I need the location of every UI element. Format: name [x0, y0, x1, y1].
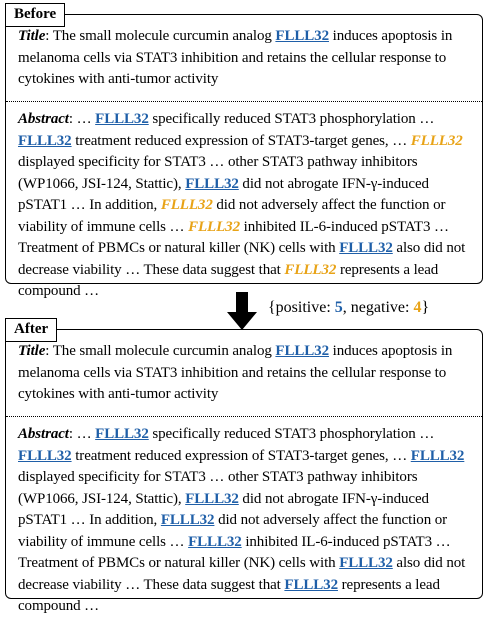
before-abstract-label: Abstract	[18, 111, 69, 127]
before-abstract-text: also did not decrease viability … These data suggest that	[18, 240, 466, 278]
before-title-text: : The small molecule curcumin analog	[45, 28, 276, 44]
before-title-text-end: induces apoptosis in melanoma cells via STAT3 inhibition and retains the cellular response to cytokines with anti-tumor activity	[18, 28, 453, 87]
after-title-keyword: FLLL32	[275, 343, 329, 359]
after-label: After	[5, 318, 57, 342]
after-keyword: FLLL32	[95, 426, 149, 442]
before-keyword-negative: FLLL32	[410, 132, 463, 149]
before-abstract-text: specifically reduced STAT3 phosphorylation …	[148, 111, 435, 127]
before-keyword-negative: FLLL32	[188, 218, 240, 235]
after-keyword: FLLL32	[188, 533, 242, 550]
after-abstract-text: represents a lead compound …	[18, 576, 440, 614]
after-abstract-text: displayed specificity for STAT3 … other STAT3 pathway inhibitors (WP1066, JSI-124, Stattic),	[18, 469, 418, 507]
after-title-label: Title	[18, 343, 46, 359]
after-keyword: FLLL32	[339, 555, 393, 571]
after-keyword: FLLL32	[18, 447, 72, 464]
counts-open: {positive:	[268, 299, 335, 316]
after-panel	[5, 329, 483, 614]
down-arrow-icon	[227, 292, 257, 330]
counts-mid: , negative:	[342, 299, 414, 316]
before-keyword-positive: FLLL32	[95, 111, 149, 127]
after-abstract-text: treatment reduced expression of STAT3-target genes, …	[71, 447, 411, 464]
before-title-section	[18, 26, 476, 91]
before-abstract-section	[18, 109, 476, 303]
after-abstract-text: specifically reduced STAT3 phosphorylation …	[148, 426, 435, 442]
before-title-keyword: FLLL32	[275, 28, 329, 44]
after-keyword: FLLL32	[160, 512, 215, 528]
before-abstract-text: did not abrogate IFN-γ-induced pSTAT1 … In addition,	[18, 175, 429, 213]
after-title-text: : The small molecule curcumin analog	[45, 343, 276, 359]
before-keyword-negative: FLLL32	[284, 261, 337, 278]
after-abstract-text: did not adversely affect the function or viability of immune cells …	[18, 512, 448, 550]
before-abstract-text: displayed specificity for STAT3 … other STAT3 pathway inhibitors (WP1066, JSI-124, Stattic),	[18, 154, 418, 192]
before-keyword-positive: FLLL32	[185, 175, 239, 192]
before-abstract-text: did not adversely affect the function or viability of immune cells …	[18, 197, 446, 235]
after-keyword: FLLL32	[410, 447, 465, 464]
after-keyword: FLLL32	[284, 576, 338, 593]
after-keyword: FLLL32	[185, 490, 239, 507]
after-abstract-text: inhibited IL-6-induced pSTAT3 … Treatment of PBMCs or natural killer (NK) cells with	[18, 533, 451, 571]
before-panel	[5, 14, 483, 299]
label-counts	[268, 299, 429, 317]
negative-count: 4	[413, 299, 422, 316]
before-label: Before	[5, 3, 65, 27]
before-divider	[6, 101, 482, 102]
after-divider	[6, 416, 482, 417]
before-abstract-text: represents a lead compound …	[18, 261, 439, 299]
after-abstract-section	[18, 424, 476, 618]
positive-count: 5	[334, 299, 343, 316]
before-keyword-positive: FLLL32	[18, 132, 72, 149]
after-abstract-text: : …	[68, 426, 96, 442]
after-title-section	[18, 341, 476, 406]
before-abstract-text: inhibited IL-6-induced pSTAT3 … Treatment of PBMCs or natural killer (NK) cells with	[18, 218, 449, 256]
after-abstract-text: did not abrogate IFN-γ-induced pSTAT1 … In addition,	[18, 490, 429, 528]
after-title-text-end: induces apoptosis in melanoma cells via STAT3 inhibition and retains the cellular response to cytokines with anti-tumor activity	[18, 343, 453, 402]
before-abstract-text: : …	[68, 111, 96, 127]
before-keyword-positive: FLLL32	[339, 240, 393, 256]
after-abstract-label: Abstract	[18, 426, 69, 442]
counts-close: }	[421, 299, 430, 316]
before-abstract-text: treatment reduced expression of STAT3-target genes, …	[71, 132, 411, 149]
after-abstract-text: also did not decrease viability … These data suggest that	[18, 555, 466, 593]
before-keyword-negative: FLLL32	[160, 197, 213, 213]
before-title-label: Title	[18, 28, 46, 44]
